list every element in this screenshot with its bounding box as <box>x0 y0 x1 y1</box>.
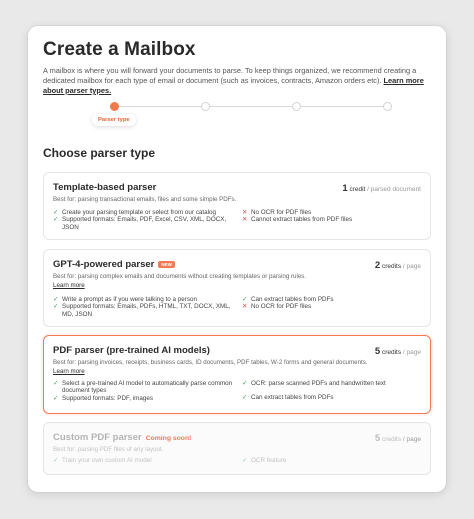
price-unit: credit <box>349 186 366 193</box>
feature-item <box>242 457 422 464</box>
new-badge: NEW <box>158 261 175 268</box>
stepper-line <box>113 106 389 107</box>
create-mailbox-modal <box>28 26 446 492</box>
feature-item <box>53 457 233 464</box>
check-icon: ✓ <box>242 380 248 387</box>
feature-item <box>53 380 233 395</box>
check-icon: ✓ <box>53 209 59 216</box>
left-features <box>53 380 233 402</box>
card-price <box>375 260 421 271</box>
learn-parser-types-link[interactable]: Learn more about parser types. <box>43 76 424 95</box>
step-1-dot[interactable] <box>110 102 119 111</box>
card-title <box>53 345 210 356</box>
parser-card-custom-pdf <box>43 422 431 475</box>
feature-item <box>242 394 422 401</box>
feature-text: OCR feature <box>251 457 287 464</box>
active-step-label: Parser type <box>92 114 136 126</box>
left-features <box>53 296 238 318</box>
check-icon: ✓ <box>242 457 248 464</box>
feature-item <box>242 380 422 387</box>
feature-text: Can extract tables from PDFs <box>251 296 334 303</box>
check-icon: ✓ <box>242 394 248 402</box>
parser-card-template[interactable] <box>43 172 431 240</box>
feature-text: Select a pre-trained AI model to automatically parse common document types <box>62 380 233 395</box>
coming-soon-label: Coming soon! <box>145 435 192 442</box>
feature-item <box>53 209 238 216</box>
card-price <box>375 346 421 357</box>
feature-item <box>242 296 422 303</box>
price-unit: credits <box>381 263 402 270</box>
intro-text <box>43 66 435 96</box>
feature-item <box>53 395 233 402</box>
left-features <box>53 209 238 231</box>
price-per: / parsed document <box>365 186 421 193</box>
stepper <box>110 102 392 114</box>
right-features <box>242 457 422 464</box>
price-per: / page <box>401 436 421 443</box>
cross-icon: ✕ <box>242 303 248 311</box>
check-icon: ✓ <box>53 457 59 464</box>
card-title-text: PDF parser (pre-trained AI models) <box>53 345 210 356</box>
price-number: 1 <box>342 183 348 194</box>
card-title <box>53 182 156 193</box>
feature-text: No OCR for PDF files <box>251 303 312 311</box>
step-4-dot[interactable] <box>383 102 392 111</box>
learn-more-link[interactable]: Learn more <box>53 282 85 289</box>
feature-text: Supported formats: Emails, PDF, Excel, CSV, XML, DOCX, JSON <box>62 216 227 231</box>
feature-item <box>53 296 238 303</box>
feature-text: Supported formats: Emails, PDFs, HTML, TXT, DOCX, XML, MD, JSON <box>62 303 231 318</box>
best-for-text: Best for: parsing transactional emails, files and some simple PDFs. <box>53 196 237 203</box>
check-icon: ✓ <box>53 216 59 224</box>
step-3-dot[interactable] <box>292 102 301 111</box>
card-title-text: GPT-4-powered parser <box>53 259 155 270</box>
card-title <box>53 432 191 443</box>
card-title <box>53 259 175 270</box>
check-icon: ✓ <box>53 380 59 387</box>
feature-item <box>242 209 422 216</box>
price-number: 5 <box>374 346 381 357</box>
modal-title: Create a Mailbox <box>43 39 196 60</box>
feature-text: Create your parsing template or select from our catalog <box>62 209 216 216</box>
left-features <box>53 457 233 464</box>
price-number: 2 <box>374 260 381 271</box>
parser-card-pdf-ai[interactable] <box>43 335 431 414</box>
intro-description: A mailbox is where you will forward your documents to parse. To keep things organized, we recommend creating a dedicated mailbox for each type of email or document (such as invoices, contracts, Amazon orders etc). <box>43 66 417 85</box>
check-icon: ✓ <box>242 296 248 303</box>
feature-text: Supported formats: PDF, images <box>62 394 153 402</box>
learn-more-link[interactable]: Learn more <box>53 368 85 375</box>
right-features <box>242 380 422 402</box>
price-per: / page <box>401 263 421 270</box>
right-features <box>242 209 422 224</box>
best-for-text: Best for: parsing PDF files of any layout. <box>53 446 164 453</box>
check-icon: ✓ <box>53 394 59 402</box>
feature-item <box>242 303 422 310</box>
price-unit: credits <box>381 436 402 443</box>
card-title-text: Template-based parser <box>53 182 157 193</box>
card-price <box>375 433 421 444</box>
card-title-text: Custom PDF parser <box>53 432 142 443</box>
right-features <box>242 296 422 311</box>
cross-icon: ✕ <box>242 209 248 216</box>
check-icon: ✓ <box>53 303 59 311</box>
best-for-text: Best for: parsing invoices, receipts, business cards, ID documents, PDF tables, W-2 forms and general documents. <box>53 359 368 366</box>
price-number: 5 <box>374 433 381 444</box>
feature-text: Cannot extract tables from PDF files <box>251 216 353 224</box>
feature-item <box>53 216 238 231</box>
parser-card-gpt4[interactable] <box>43 249 431 327</box>
price-per: / page <box>401 349 421 356</box>
best-for-text: Best for: parsing complex emails and documents without creating templates or parsing rules. <box>53 273 307 280</box>
feature-item <box>242 216 422 223</box>
section-title: Choose parser type <box>43 146 156 160</box>
card-price <box>342 183 421 194</box>
feature-item <box>53 303 238 318</box>
feature-text: No OCR for PDF files <box>251 209 312 216</box>
step-2-dot[interactable] <box>201 102 210 111</box>
feature-text: Train your own custom AI model <box>62 457 152 464</box>
feature-text: OCR: parse scanned PDFs and handwritten text <box>251 380 386 387</box>
feature-text: Can extract tables from PDFs <box>251 394 334 402</box>
feature-text: Write a prompt as if you were talking to a person <box>62 296 197 303</box>
price-unit: credits <box>381 349 402 356</box>
check-icon: ✓ <box>53 296 59 303</box>
cross-icon: ✕ <box>242 216 248 224</box>
